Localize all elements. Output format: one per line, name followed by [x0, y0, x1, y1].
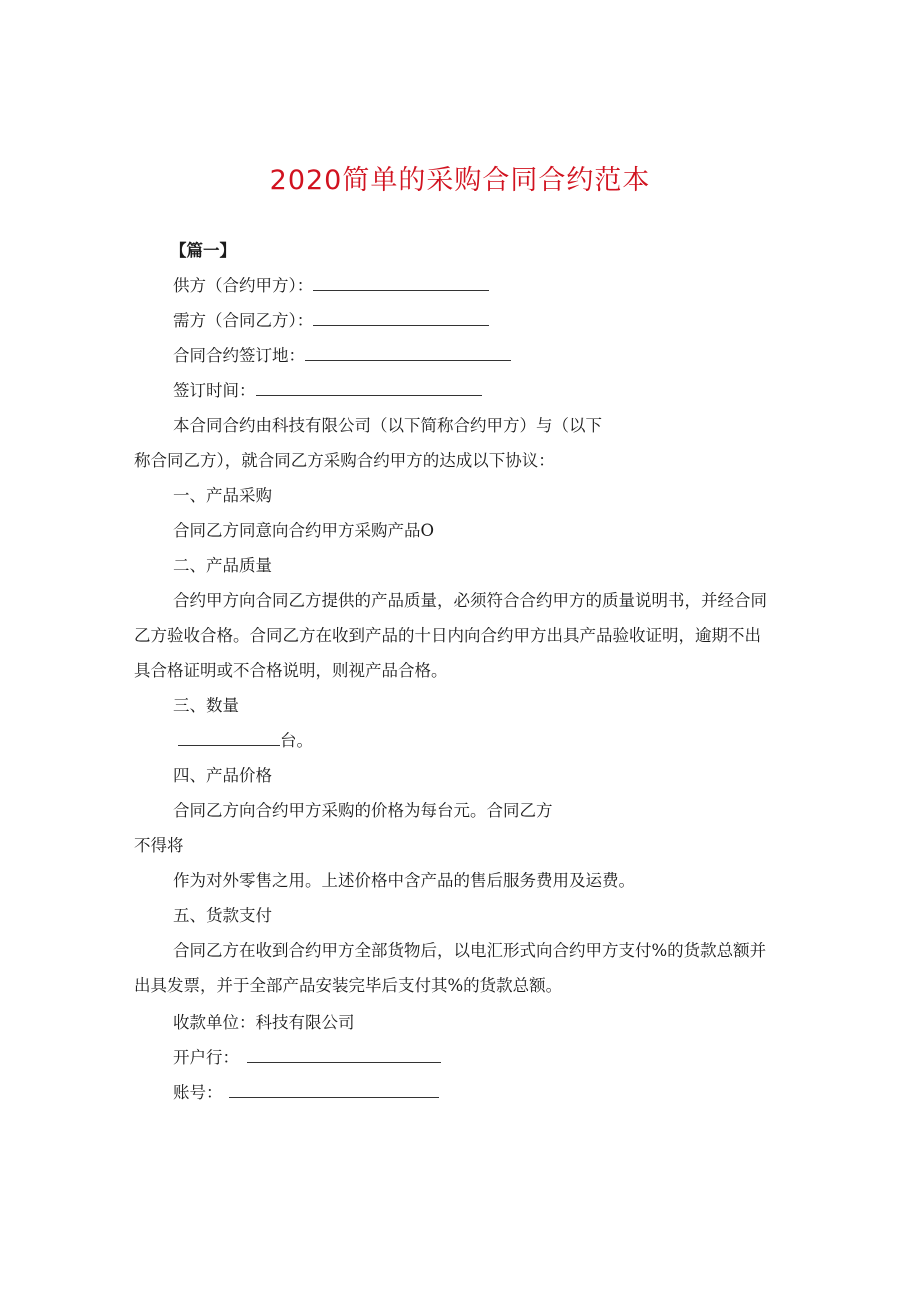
account-field — [173, 1082, 439, 1104]
payment-text-2: 出具发票，并于全部产品安装完毕后支付其%的货款总额。 — [134, 976, 563, 995]
quantity-blank — [178, 731, 280, 746]
place-label: 合同合约签订地： — [173, 346, 305, 365]
heading-price: 四、产品价格 — [173, 766, 272, 785]
buyer-label: 需方（合同乙方）： — [173, 311, 314, 330]
quality-text-3: 具合格证明或不合格说明，则视产品合格。 — [134, 661, 448, 680]
bank-blank — [247, 1048, 441, 1063]
heading-payment: 五、货款支付 — [173, 906, 272, 925]
buyer-field — [173, 310, 489, 332]
time-label: 签订时间： — [173, 381, 256, 400]
heading-quality: 二、产品质量 — [173, 556, 272, 575]
price-text-1: 合同乙方向合约甲方采购的价格为每台元。合同乙方 — [173, 801, 553, 820]
buyer-blank — [313, 311, 489, 326]
place-field — [173, 345, 511, 367]
price-text-2: 不得将 — [134, 836, 184, 855]
heading-procurement: 一、产品采购 — [173, 486, 272, 505]
price-text-3: 作为对外零售之用。上述价格中含产品的售后服务费用及运费。 — [173, 871, 635, 890]
quantity-field — [178, 730, 313, 752]
quantity-unit: 台。 — [280, 731, 313, 750]
payment-text-1: 合同乙方在收到合约甲方全部货物后，以电汇形式向合约甲方支付%的货款总额并 — [173, 941, 767, 960]
quality-text-2: 乙方验收合格。合同乙方在收到产品的十日内向合约甲方出具产品验收证明，逾期不出 — [134, 626, 761, 645]
document-title: 2020简单的采购合同合约范本 — [269, 165, 651, 196]
quality-text-1: 合约甲方向合同乙方提供的产品质量，必须符合合约甲方的质量说明书，并经合同 — [173, 591, 767, 610]
bank-field — [173, 1047, 441, 1069]
supplier-field — [173, 275, 489, 297]
intro-line-2: 称合同乙方），就合同乙方采购合约甲方的达成以下协议： — [134, 451, 555, 470]
account-label: 账号： — [173, 1083, 223, 1102]
time-blank — [256, 381, 482, 396]
procurement-text: 合同乙方同意向合约甲方采购产品O — [173, 521, 435, 540]
supplier-label: 供方（合约甲方）： — [173, 276, 314, 295]
heading-quantity: 三、数量 — [173, 696, 239, 715]
section-heading: 【篇一】 — [170, 241, 236, 260]
bank-label: 开户行： — [173, 1048, 239, 1067]
account-blank — [229, 1083, 439, 1098]
time-field — [173, 380, 482, 402]
place-blank — [305, 346, 511, 361]
supplier-blank — [313, 276, 489, 291]
intro-line-1: 本合同合约由科技有限公司（以下简称合约甲方）与（以下 — [173, 416, 602, 435]
payee-line: 收款单位：科技有限公司 — [173, 1013, 355, 1032]
